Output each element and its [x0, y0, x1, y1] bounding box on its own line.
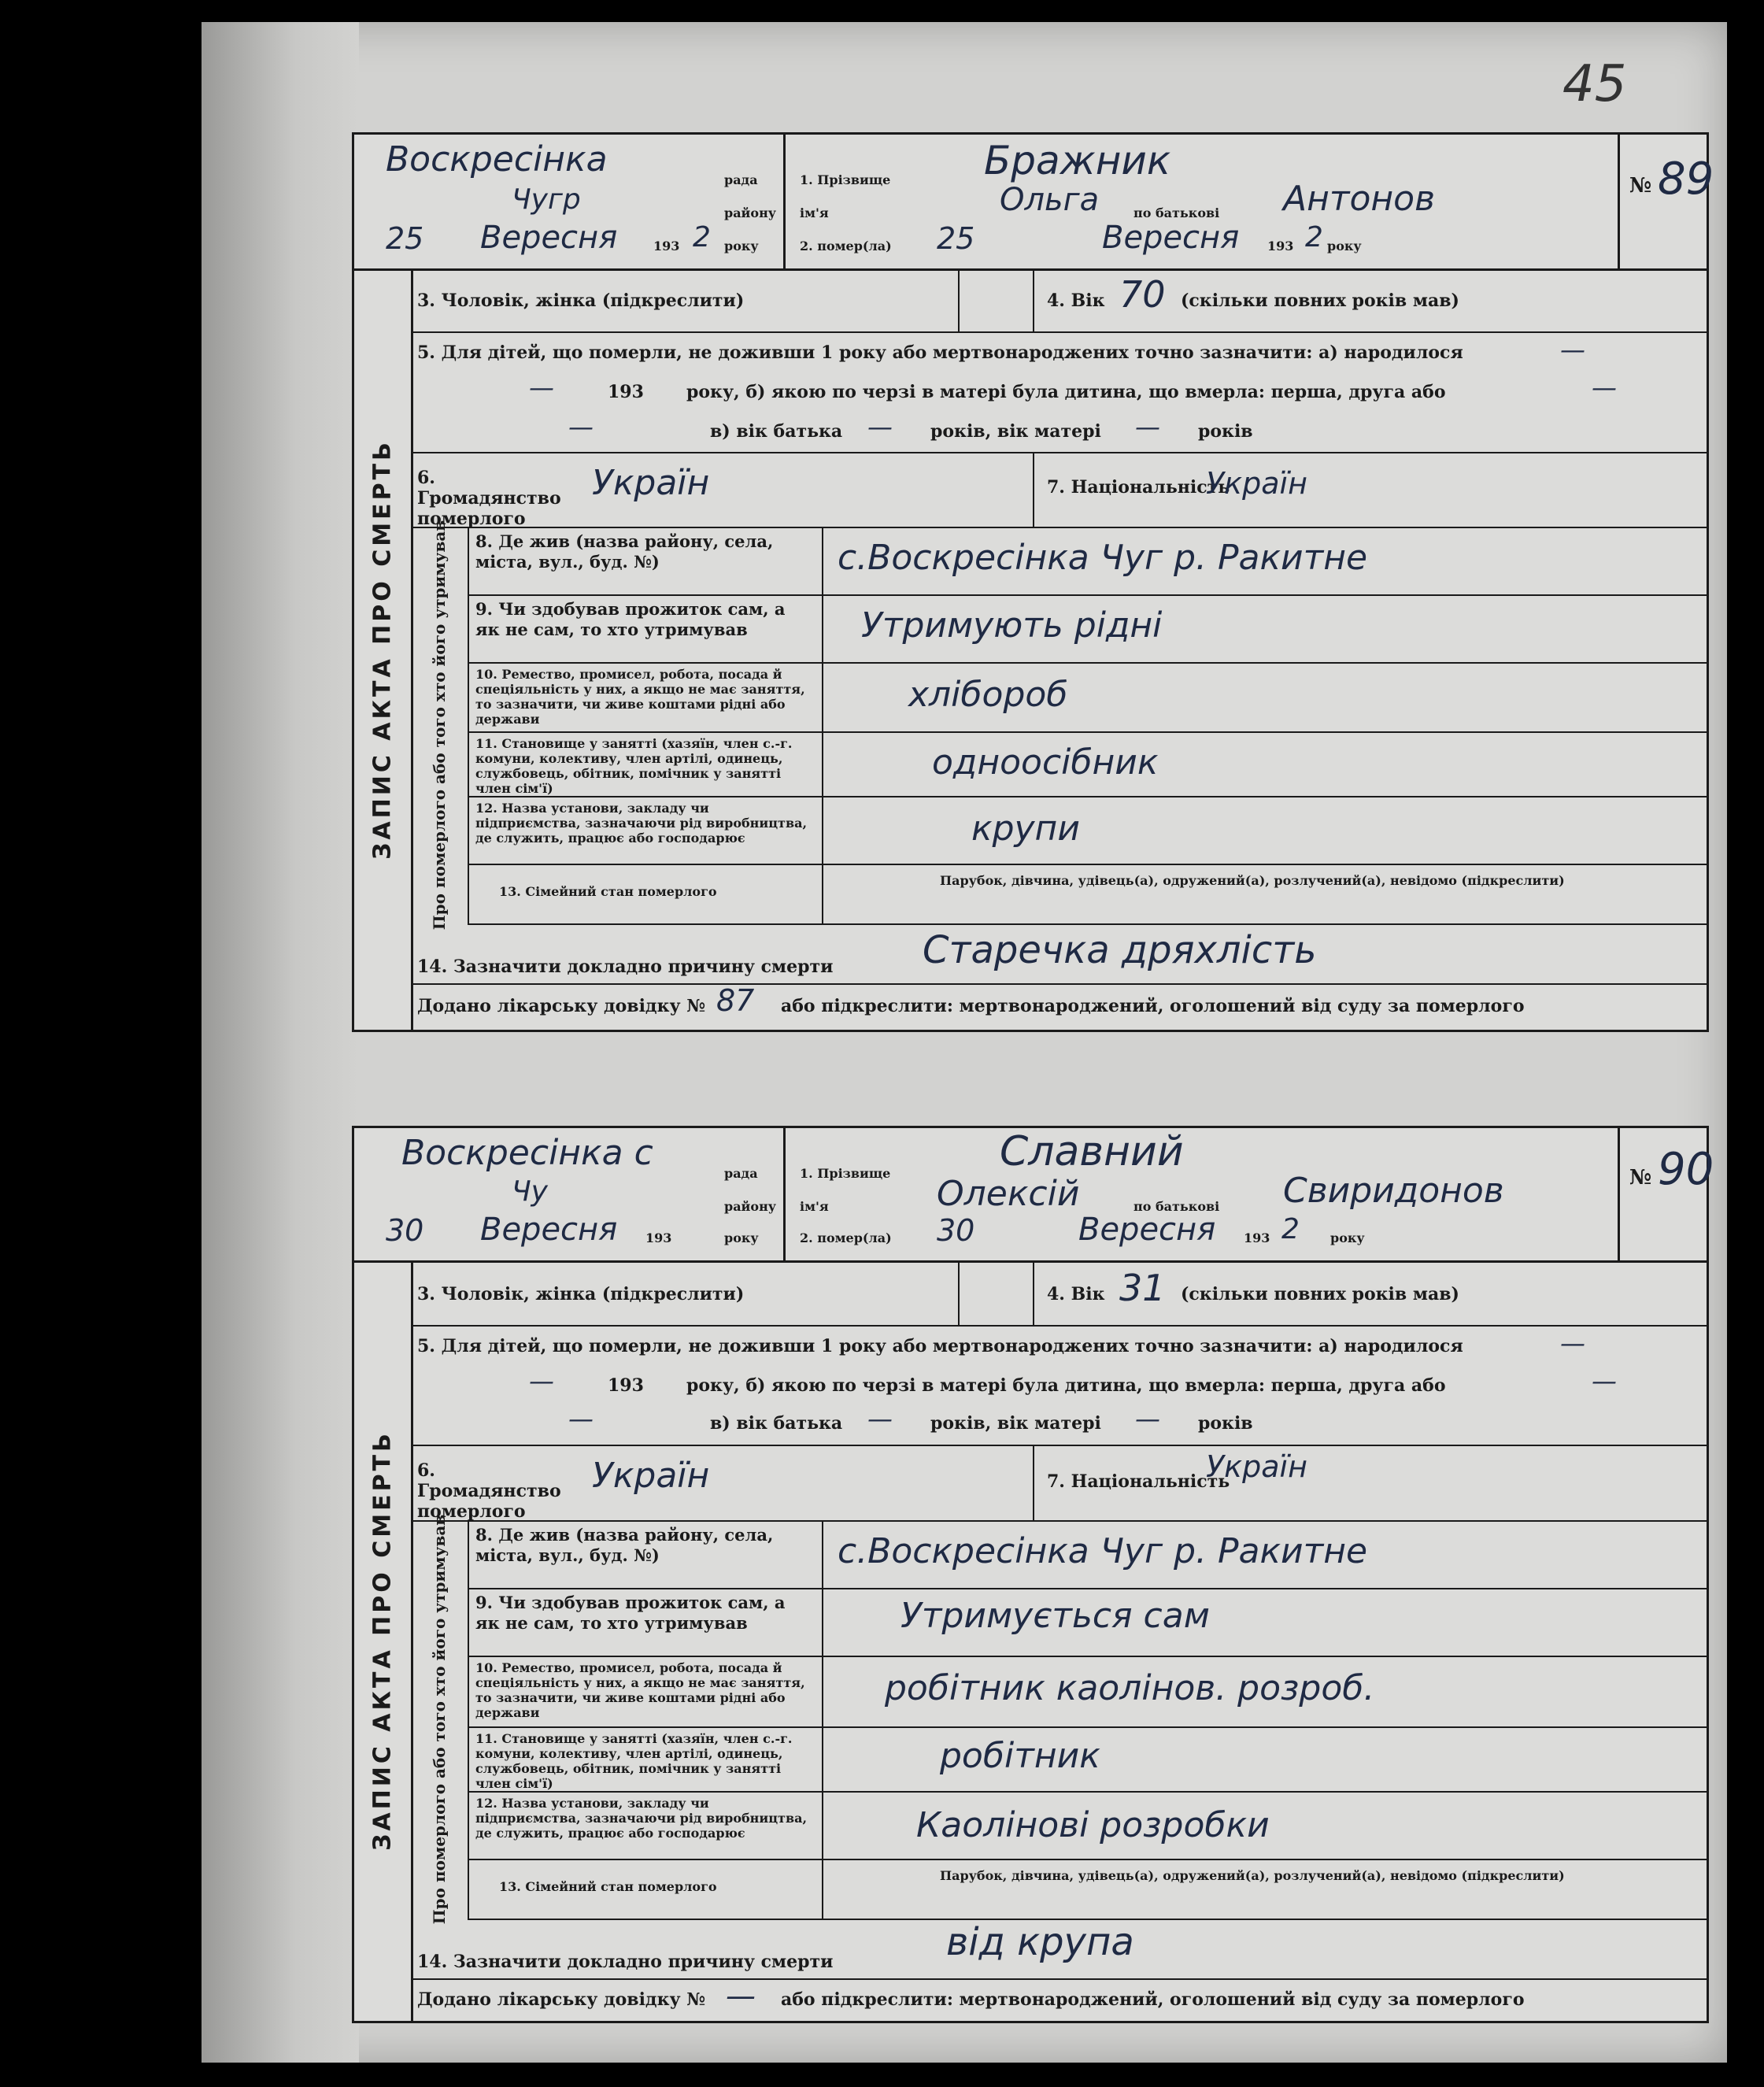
died-year-label: року — [1327, 239, 1362, 253]
date-month: Вересня — [480, 220, 618, 256]
row-workplace — [468, 796, 1707, 865]
infant-extra-value: — — [568, 412, 594, 442]
sex-label: 3. Чоловік, жінка (підкреслити) — [417, 1284, 745, 1304]
raion-label: району — [724, 1199, 777, 1214]
infant-mother-age: років, вік матері — [930, 421, 1101, 442]
infant-line2: року, б) якою по черзі в матері була дитина, що вмерла: перша, друга або — [686, 1375, 1446, 1396]
row-livelihood — [468, 1588, 1707, 1657]
workplace-value: Каолінові розробки — [916, 1805, 1270, 1845]
occupation-label: 10. Ремество, промисел, робота, посада й спеціяльність у них, а якщо не має заняття, то зазначити, чи живе коштами рідні або держави — [475, 1660, 805, 1720]
row-medical-certificate — [411, 983, 1707, 1027]
row-residence — [468, 527, 1707, 596]
number-label: № — [1629, 174, 1652, 198]
died-year-prefix: 193 — [1244, 1230, 1270, 1245]
number-value: 90 — [1658, 1144, 1714, 1195]
livelihood-label: 9. Чи здобував прожиток сам, а як не сам, то хто утримував — [475, 1593, 786, 1633]
citizenship-value: Україн — [592, 1456, 710, 1496]
sex-label: 3. Чоловік, жінка (підкреслити) — [417, 290, 745, 311]
mother-age-value: — — [1135, 1404, 1160, 1434]
date-year-prefix: 193 — [653, 239, 680, 253]
employment-status-label: 11. Становище у занятті (хазяїн, член с.-г. комуни, колективу, член артілі, одинець, службовець, обітник, помічник у занятті член сім'ї) — [475, 736, 793, 796]
record-number-box — [1618, 1128, 1714, 1260]
row-infant-details — [411, 331, 1707, 453]
occupation-value: хлібороб — [908, 675, 1068, 715]
residence-label: 8. Де жив (назва району, села, міста, вул., буд. №) — [475, 531, 774, 572]
infant-line2: року, б) якою по черзі в матері була дитина, що вмерла: перша, друга або — [686, 382, 1446, 402]
mother-age-value: — — [1135, 412, 1160, 442]
date-year-suffix: 2 — [693, 221, 711, 253]
cause-of-death-value: Старечка дряхлість — [923, 928, 1317, 972]
raion-value: Чугр — [512, 183, 581, 216]
binding-edge — [202, 22, 359, 2063]
date-day: 30 — [386, 1213, 424, 1248]
medical-certificate-value: 87 — [716, 983, 755, 1018]
row-workplace — [468, 1791, 1707, 1860]
name-value: Олексій — [937, 1174, 1080, 1214]
marital-status-label: 13. Сімейний стан померлого — [499, 1879, 717, 1894]
workplace-value: крупи — [971, 809, 1080, 849]
death-record-2 — [352, 1126, 1714, 2023]
livelihood-label: 9. Чи здобував прожиток сам, а як не сам, то хто утримував — [475, 599, 786, 639]
infant-line1: 5. Для дітей, що померли, не доживши 1 року або мертвонароджених точно зазначити: а) народилося — [417, 1336, 1463, 1356]
father-age-value: — — [867, 1404, 893, 1434]
nationality-label: 7. Національність — [1047, 1471, 1230, 1492]
medical-certificate-label-post: або підкреслити: мертвонароджений, оголошений від суду за померлого — [781, 1989, 1525, 2010]
date-day: 25 — [386, 221, 424, 256]
row-infant-details — [411, 1325, 1707, 1446]
record-sidebar: ЗАПИС АКТА ПРО СМЕРТЬ — [354, 1260, 413, 2021]
medical-certificate-value: — — [726, 1978, 756, 2013]
surname-value: Бражник — [984, 138, 1171, 183]
infant-line2-year: 193 — [608, 382, 644, 402]
citizenship-label: 6. Громадянство померлого — [417, 1460, 561, 1522]
employment-status-label: 11. Становище у занятті (хазяїн, член с.-г. комуни, колективу, член артілі, одинець, службовець, обітник, помічник у занятті член сім'ї) — [475, 1731, 793, 1791]
number-value: 89 — [1658, 154, 1714, 205]
infant-born-value: — — [1560, 335, 1585, 364]
row-sex-age — [411, 1260, 1707, 1327]
record-sidebar: ЗАПИС АКТА ПРО СМЕРТЬ — [354, 268, 413, 1030]
livelihood-value: Утримується сам — [900, 1596, 1210, 1636]
marital-status-label: 13. Сімейний стан померлого — [499, 884, 717, 899]
age-label-pre: 4. Вік — [1047, 290, 1105, 311]
nationality-value: Україн — [1206, 466, 1307, 501]
sub-sidebar: Про померлого або того хто його утримував — [411, 527, 469, 923]
citizenship-value: Україн — [592, 463, 710, 503]
patronymic-value: Антонов — [1283, 179, 1436, 219]
infant-extra-value: — — [568, 1404, 594, 1434]
row-cause-of-death — [411, 1919, 1707, 1980]
age-label-post: (скільки повних років мав) — [1181, 290, 1459, 311]
row-sex-age — [411, 268, 1707, 333]
residence-value: с.Воскресінка Чуг р. Ракитне — [838, 1531, 1368, 1571]
livelihood-value: Утримують рідні — [861, 605, 1163, 646]
workplace-label: 12. Назва установи, закладу чи підприємства, зазначаючи рід виробництва, де служить, працює або господарює — [475, 1796, 808, 1841]
infant-born-value: — — [1560, 1328, 1585, 1358]
employment-status-value: робітник — [940, 1736, 1100, 1776]
row-employment-status — [468, 1726, 1707, 1793]
infant-line1: 5. Для дітей, що померли, не доживши 1 року або мертвонароджених точно зазначити: а) народилося — [417, 342, 1463, 363]
patronymic-label: по батькові — [1133, 1199, 1220, 1214]
rada-value: Воскресінка — [386, 139, 608, 179]
rada-label: рада — [724, 1166, 758, 1181]
cause-of-death-value: від крупа — [946, 1920, 1134, 1964]
name-value: Ольга — [1000, 182, 1100, 218]
cause-of-death-label: 14. Зазначити докладно причину смерти — [417, 1952, 834, 1972]
date-month: Вересня — [480, 1212, 618, 1248]
record-header — [354, 135, 1714, 271]
raion-value: Чу — [512, 1175, 548, 1208]
row-occupation — [468, 662, 1707, 733]
died-label: 2. помер(ла) — [800, 239, 892, 253]
patronymic-value: Свиридонов — [1283, 1171, 1504, 1211]
surname-label: 1. Прізвище — [800, 172, 891, 187]
died-day: 25 — [937, 221, 975, 256]
date-label: року — [724, 239, 759, 253]
age-label-pre: 4. Вік — [1047, 1284, 1105, 1304]
infant-year-value: — — [529, 1366, 554, 1396]
medical-certificate-label-pre: Додано лікарську довідку № — [417, 996, 706, 1016]
infant-order-value: — — [1592, 1366, 1617, 1396]
nationality-value: Україн — [1206, 1449, 1307, 1484]
occupation-label: 10. Ремество, промисел, робота, посада й спеціяльність у них, а якщо не має заняття, то зазначити, чи живе коштами рідні або держави — [475, 667, 805, 727]
died-label: 2. помер(ла) — [800, 1230, 892, 1245]
raion-label: району — [724, 205, 777, 220]
employment-status-value: одноосібник — [932, 742, 1159, 783]
father-age-value: — — [867, 412, 893, 442]
row-livelihood — [468, 594, 1707, 664]
row-residence — [468, 1520, 1707, 1589]
infant-father-age: в) вік батька — [710, 1413, 843, 1434]
workplace-label: 12. Назва установи, закладу чи підприємства, зазначаючи рід виробництва, де служить, працює або господарює — [475, 801, 808, 846]
record-header — [354, 1128, 1714, 1263]
infant-order-value: — — [1592, 372, 1617, 402]
row-marital-status — [468, 864, 1707, 925]
row-cause-of-death — [411, 923, 1707, 985]
rada-value: Воскресінка с — [401, 1133, 653, 1173]
medical-certificate-label-post: або підкреслити: мертвонароджений, оголошений від суду за померлого — [781, 996, 1525, 1016]
marital-status-options: Парубок, дівчина, удівець(а), одружений(а), розлучений(а), невідомо (підкреслити) — [940, 1868, 1565, 1883]
died-month: Вересня — [1102, 220, 1240, 256]
page-number: 45 — [1562, 55, 1627, 113]
rada-label: рада — [724, 172, 758, 187]
row-marital-status — [468, 1859, 1707, 1920]
age-value: 70 — [1119, 273, 1166, 316]
nationality-label: 7. Національність — [1047, 477, 1230, 498]
infant-father-age: в) вік батька — [710, 421, 843, 442]
name-label: ім'я — [800, 1199, 829, 1214]
record-number-box — [1618, 135, 1714, 268]
name-label: ім'я — [800, 205, 829, 220]
died-year-suffix: 2 — [1281, 1213, 1300, 1245]
patronymic-label: по батькові — [1133, 205, 1220, 220]
citizenship-label: 6. Громадянство померлого — [417, 468, 561, 529]
died-day: 30 — [937, 1213, 975, 1248]
death-record-1 — [352, 132, 1714, 1032]
died-year-prefix: 193 — [1267, 239, 1294, 253]
marital-status-options: Парубок, дівчина, удівець(а), одружений(а), розлучений(а), невідомо (підкреслити) — [940, 873, 1565, 888]
infant-mother-age: років, вік матері — [930, 1413, 1101, 1434]
age-value: 31 — [1119, 1267, 1166, 1309]
medical-certificate-label-pre: Додано лікарську довідку № — [417, 1989, 706, 2010]
surname-label: 1. Прізвище — [800, 1166, 891, 1181]
died-year-label: року — [1330, 1230, 1365, 1245]
occupation-value: робітник каолінов. розроб. — [885, 1668, 1375, 1708]
row-citizenship — [411, 452, 1707, 528]
date-label: року — [724, 1230, 759, 1245]
age-label-post: (скільки повних років мав) — [1181, 1284, 1459, 1304]
date-year-prefix: 193 — [645, 1230, 672, 1245]
infant-year-value: — — [529, 372, 554, 402]
row-citizenship — [411, 1445, 1707, 1522]
sub-sidebar: Про померлого або того хто його утримував — [411, 1520, 469, 1919]
cause-of-death-label: 14. Зазначити докладно причину смерти — [417, 957, 834, 977]
residence-label: 8. Де жив (назва району, села, міста, вул., буд. №) — [475, 1525, 774, 1565]
row-occupation — [468, 1656, 1707, 1728]
row-medical-certificate — [411, 1978, 1707, 2021]
infant-line2-year: 193 — [608, 1375, 644, 1396]
number-label: № — [1629, 1166, 1652, 1190]
infant-years-label: років — [1198, 421, 1253, 442]
died-year-suffix: 2 — [1305, 221, 1323, 253]
residence-value: с.Воскресінка Чуг р. Ракитне — [838, 538, 1368, 578]
row-employment-status — [468, 731, 1707, 797]
surname-value: Славний — [1000, 1128, 1184, 1175]
died-month: Вересня — [1078, 1212, 1216, 1248]
infant-years-label: років — [1198, 1413, 1253, 1434]
